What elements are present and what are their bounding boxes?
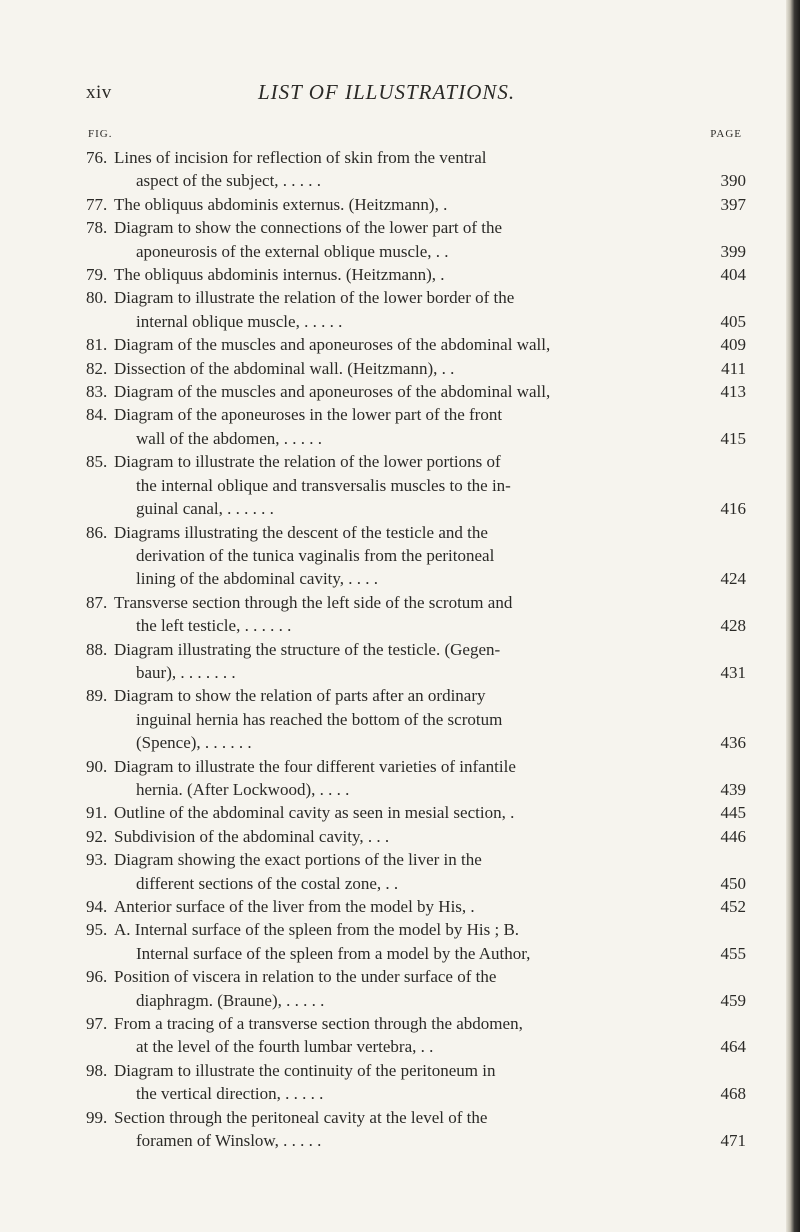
list-item <box>86 146 746 193</box>
list-item <box>86 895 746 918</box>
caption-line: Anterior surface of the liver from the model by His, . <box>114 897 475 916</box>
figure-number: 78. <box>86 218 108 238</box>
list-item <box>86 1106 746 1153</box>
figure-caption <box>114 755 746 802</box>
caption-line: diaphragm. (Braune), . . . . . <box>136 990 325 1010</box>
caption-line: baur), . . . . . . . <box>136 662 236 682</box>
figure-caption <box>114 848 746 895</box>
caption-line: lining of the abdominal cavity, . . . . <box>136 569 379 589</box>
figure-caption <box>114 403 746 450</box>
list-item <box>86 1012 746 1059</box>
figure-number: 80. <box>86 288 108 308</box>
caption-line: the vertical direction, . . . . . <box>136 1084 324 1104</box>
list-item <box>86 918 746 965</box>
figure-caption <box>114 146 746 193</box>
column-headings <box>88 128 742 144</box>
page-reference: 424 <box>720 569 746 589</box>
list-item <box>86 450 746 520</box>
fig-column-heading: FIG. <box>88 128 113 140</box>
page-reference: 445 <box>720 803 746 823</box>
figure-number: 86. <box>86 522 108 542</box>
figure-number: 83. <box>86 382 108 402</box>
caption-line: at the level of the fourth lumbar vertebra, . . <box>136 1037 434 1057</box>
page-reference: 436 <box>720 733 746 753</box>
figure-caption <box>114 801 746 824</box>
caption-line: wall of the abdomen, . . . . . <box>136 428 323 448</box>
caption-line: (Spence), . . . . . . <box>136 733 252 753</box>
caption-line: Diagram to illustrate the relation of the lower portions of <box>114 452 501 472</box>
list-item <box>86 684 746 754</box>
figure-caption <box>114 591 746 638</box>
figure-caption <box>114 1059 746 1106</box>
page-reference: 411 <box>721 358 746 378</box>
figure-number: 77. <box>86 194 108 214</box>
page-reference: 428 <box>720 616 746 636</box>
caption-line: Diagram of the muscles and aponeuroses of the abdominal wall, <box>114 335 551 355</box>
page-reference: 471 <box>720 1131 746 1151</box>
running-title: LIST OF ILLUSTRATIONS. <box>258 80 516 104</box>
figure-caption <box>114 825 746 848</box>
caption-line: different sections of the costal zone, . . <box>136 873 399 893</box>
caption-line: Lines of incision for reflection of skin from the ventral <box>114 148 487 167</box>
page-reference: 431 <box>720 662 746 682</box>
page-reference: 405 <box>720 311 746 331</box>
figure-number: 82. <box>86 358 108 378</box>
list-item <box>86 263 746 286</box>
figure-number: 93. <box>86 850 108 870</box>
figure-number: 98. <box>86 1060 108 1080</box>
page-column-heading: PAGE <box>710 128 742 140</box>
caption-line: Subdivision of the abdominal cavity, . . . <box>114 826 390 846</box>
page-reference: 399 <box>720 241 746 261</box>
caption-line: derivation of the tunica vaginalis from the peritoneal <box>136 545 495 565</box>
figure-number: 76. <box>86 148 108 167</box>
figure-number: 97. <box>86 1014 108 1034</box>
page-header <box>0 80 800 110</box>
list-item <box>86 216 746 263</box>
list-item <box>86 521 746 591</box>
caption-line: Diagram to illustrate the four different varieties of infantile <box>114 756 516 776</box>
figure-caption <box>114 380 746 403</box>
caption-line: guinal canal, . . . . . . <box>136 499 274 519</box>
figure-caption <box>114 684 746 754</box>
caption-line: Dissection of the abdominal wall. (Heitzmann), . . <box>114 358 455 378</box>
figure-caption <box>114 965 746 1012</box>
illustration-list <box>86 146 746 1152</box>
figure-number: 92. <box>86 826 108 846</box>
caption-line: Diagram of the aponeuroses in the lower part of the front <box>114 405 503 425</box>
caption-line: The obliquus abdominis externus. (Heitzmann), . <box>114 194 448 214</box>
caption-line: Diagram to illustrate the continuity of the peritoneum in <box>114 1060 496 1080</box>
figure-number: 96. <box>86 967 108 987</box>
figure-number: 91. <box>86 803 108 823</box>
page-reference: 439 <box>720 779 746 799</box>
caption-line: the left testicle, . . . . . . <box>136 616 292 636</box>
caption-line: Diagram illustrating the structure of the testicle. (Gegen- <box>114 639 501 659</box>
page-reference: 390 <box>720 171 746 191</box>
figure-caption <box>114 333 746 356</box>
caption-line: The obliquus abdominis internus. (Heitzmann), . <box>114 265 445 285</box>
list-item <box>86 638 746 685</box>
page-reference: 416 <box>720 499 746 519</box>
page-reference: 404 <box>720 265 746 285</box>
figure-number: 81. <box>86 335 108 355</box>
caption-line: aspect of the subject, . . . . . <box>136 171 322 191</box>
figure-caption <box>114 638 746 685</box>
figure-number: 94. <box>86 897 108 916</box>
page-reference: 446 <box>720 826 746 846</box>
caption-line: internal oblique muscle, . . . . . <box>136 311 343 331</box>
caption-line: Diagram showing the exact portions of the liver in the <box>114 850 482 870</box>
list-item <box>86 333 746 356</box>
figure-number: 95. <box>86 920 108 940</box>
figure-number: 79. <box>86 265 108 285</box>
page-reference: 409 <box>720 335 746 355</box>
caption-line: From a tracing of a transverse section through the abdomen, <box>114 1014 523 1034</box>
figure-caption <box>114 918 746 965</box>
list-item <box>86 1059 746 1106</box>
figure-caption <box>114 450 746 520</box>
figure-caption <box>114 1012 746 1059</box>
figure-number: 88. <box>86 639 108 659</box>
page-number: xiv <box>86 82 112 103</box>
caption-line: Diagram to show the relation of parts after an ordinary <box>114 686 486 706</box>
caption-line: Internal surface of the spleen from a model by the Author, <box>136 943 531 963</box>
caption-line: Section through the peritoneal cavity at the level of the <box>114 1107 488 1127</box>
list-item <box>86 193 746 216</box>
page-edge-shadow <box>786 0 800 1232</box>
list-item <box>86 286 746 333</box>
page-reference: 415 <box>720 428 746 448</box>
figure-caption <box>114 263 746 286</box>
list-item <box>86 403 746 450</box>
list-item <box>86 357 746 380</box>
page-reference: 452 <box>720 897 746 916</box>
caption-line: Position of viscera in relation to the under surface of the <box>114 967 497 987</box>
list-item <box>86 755 746 802</box>
figure-caption <box>114 521 746 591</box>
caption-line: hernia. (After Lockwood), . . . . <box>136 779 350 799</box>
page-reference: 450 <box>720 873 746 893</box>
page-reference: 397 <box>720 194 746 214</box>
caption-line: foramen of Winslow, . . . . . <box>136 1131 322 1151</box>
figure-number: 99. <box>86 1107 108 1127</box>
list-item <box>86 380 746 403</box>
caption-line: A. Internal surface of the spleen from the model by His ; B. <box>114 920 520 940</box>
figure-caption <box>114 357 746 380</box>
figure-caption <box>114 286 746 333</box>
figure-number: 89. <box>86 686 108 706</box>
caption-line: inguinal hernia has reached the bottom of the scrotum <box>136 709 503 729</box>
list-item <box>86 591 746 638</box>
page-reference: 459 <box>720 990 746 1010</box>
figure-caption <box>114 193 746 216</box>
page-reference: 464 <box>720 1037 746 1057</box>
page-reference: 413 <box>720 382 746 402</box>
caption-line: the internal oblique and transversalis muscles to the in- <box>136 475 511 495</box>
caption-line: Diagram to show the connections of the lower part of the <box>114 218 503 238</box>
figure-caption <box>114 216 746 263</box>
caption-line: Diagram of the muscles and aponeuroses of the abdominal wall, <box>114 382 551 402</box>
figure-caption <box>114 1106 746 1153</box>
caption-line: Diagrams illustrating the descent of the testicle and the <box>114 522 488 542</box>
figure-number: 84. <box>86 405 108 425</box>
figure-number: 87. <box>86 592 108 612</box>
caption-line: Outline of the abdominal cavity as seen in mesial section, . <box>114 803 515 823</box>
figure-number: 90. <box>86 756 108 776</box>
list-item <box>86 801 746 824</box>
figure-caption <box>114 895 746 918</box>
list-item <box>86 965 746 1012</box>
page-reference: 455 <box>720 943 746 963</box>
figure-number: 85. <box>86 452 108 472</box>
caption-line: aponeurosis of the external oblique muscle, . . <box>136 241 449 261</box>
caption-line: Transverse section through the left side of the scrotum and <box>114 592 513 612</box>
caption-line: Diagram to illustrate the relation of the lower border of the <box>114 288 515 308</box>
list-item <box>86 825 746 848</box>
list-item <box>86 848 746 895</box>
page-reference: 468 <box>720 1084 746 1104</box>
